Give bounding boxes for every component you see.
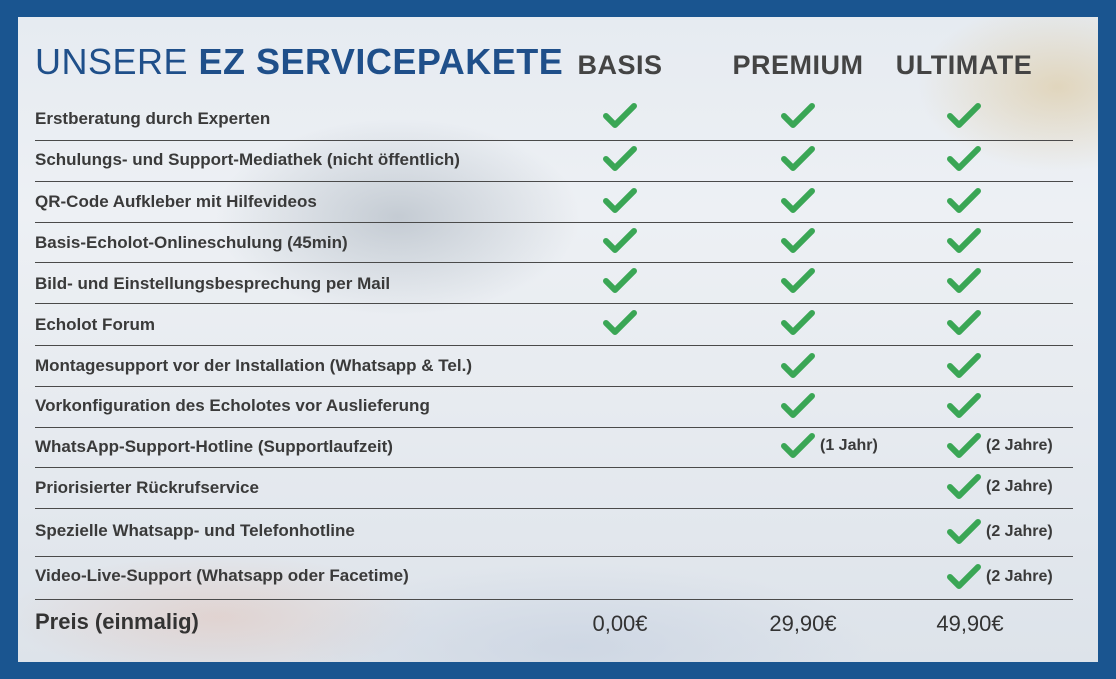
checkmark-icon — [947, 432, 981, 460]
column-header-ultimate: ULTIMATE — [895, 50, 1033, 80]
checkmark-icon — [781, 187, 815, 215]
feature-label: Echolot Forum — [35, 315, 155, 334]
checkmark-icon — [603, 102, 637, 130]
price-basis: 0,00€ — [592, 611, 648, 636]
row-divider — [35, 140, 1073, 141]
checkmark-icon — [781, 352, 815, 380]
row-divider — [35, 303, 1073, 304]
checkmark-icon — [603, 309, 637, 337]
feature-label: Video-Live-Support (Whatsapp oder Facetime) — [35, 566, 409, 585]
feature-label: Montagesupport vor der Installation (Whatsapp & Tel.) — [35, 356, 472, 375]
checkmark-icon — [947, 267, 981, 295]
row-divider — [35, 222, 1073, 223]
checkmark-icon — [603, 145, 637, 173]
feature-label: Erstberatung durch Experten — [35, 109, 271, 128]
column-header-basis: BASIS — [577, 50, 663, 80]
feature-label: Schulungs- und Support-Mediathek (nicht öffentlich) — [35, 150, 460, 169]
row-divider — [35, 345, 1073, 346]
checkmark-icon — [947, 309, 981, 337]
checkmark-icon — [947, 518, 981, 546]
row-divider — [35, 181, 1073, 182]
price-ultimate: 49,90€ — [936, 611, 1004, 636]
row-divider — [35, 386, 1073, 387]
feature-label: QR-Code Aufkleber mit Hilfevideos — [35, 192, 317, 211]
checkmark-icon — [947, 145, 981, 173]
title-bold: EZ SERVICEPAKETE — [198, 41, 564, 82]
price-premium: 29,90€ — [769, 611, 837, 636]
feature-label: WhatsApp-Support-Hotline (Supportlaufzeit) — [35, 437, 393, 456]
checkmark-icon — [781, 309, 815, 337]
feature-label: Vorkonfiguration des Echolotes vor Auslieferung — [35, 396, 430, 415]
support-duration-note: (1 Jahr) — [820, 437, 878, 454]
support-duration-note: (2 Jahre) — [986, 478, 1053, 495]
checkmark-icon — [781, 227, 815, 255]
checkmark-icon — [603, 187, 637, 215]
checkmark-icon — [947, 473, 981, 501]
row-divider — [35, 556, 1073, 557]
checkmark-icon — [603, 227, 637, 255]
feature-label: Priorisierter Rückrufservice — [35, 478, 259, 497]
checkmark-icon — [781, 267, 815, 295]
price-label: Preis (einmalig) — [35, 609, 199, 634]
support-duration-note: (2 Jahre) — [986, 523, 1053, 540]
column-header-premium: PREMIUM — [732, 50, 864, 80]
pricing-panel — [18, 17, 1098, 662]
row-divider — [35, 467, 1073, 468]
support-duration-note: (2 Jahre) — [986, 568, 1053, 585]
checkmark-icon — [781, 102, 815, 130]
feature-label: Spezielle Whatsapp- und Telefonhotline — [35, 521, 355, 540]
title-light: UNSERE — [35, 41, 199, 82]
feature-label: Basis-Echolot-Onlineschulung (45min) — [35, 233, 348, 252]
checkmark-icon — [947, 563, 981, 591]
support-duration-note: (2 Jahre) — [986, 437, 1053, 454]
checkmark-icon — [781, 432, 815, 460]
checkmark-icon — [603, 267, 637, 295]
checkmark-icon — [781, 392, 815, 420]
row-divider — [35, 262, 1073, 263]
page-title — [35, 41, 563, 83]
checkmark-icon — [947, 102, 981, 130]
checkmark-icon — [947, 187, 981, 215]
checkmark-icon — [947, 227, 981, 255]
checkmark-icon — [947, 392, 981, 420]
row-divider — [35, 599, 1073, 600]
checkmark-icon — [947, 352, 981, 380]
feature-label: Bild- und Einstellungsbesprechung per Mail — [35, 274, 391, 293]
checkmark-icon — [781, 145, 815, 173]
row-divider — [35, 508, 1073, 509]
row-divider — [35, 427, 1073, 428]
